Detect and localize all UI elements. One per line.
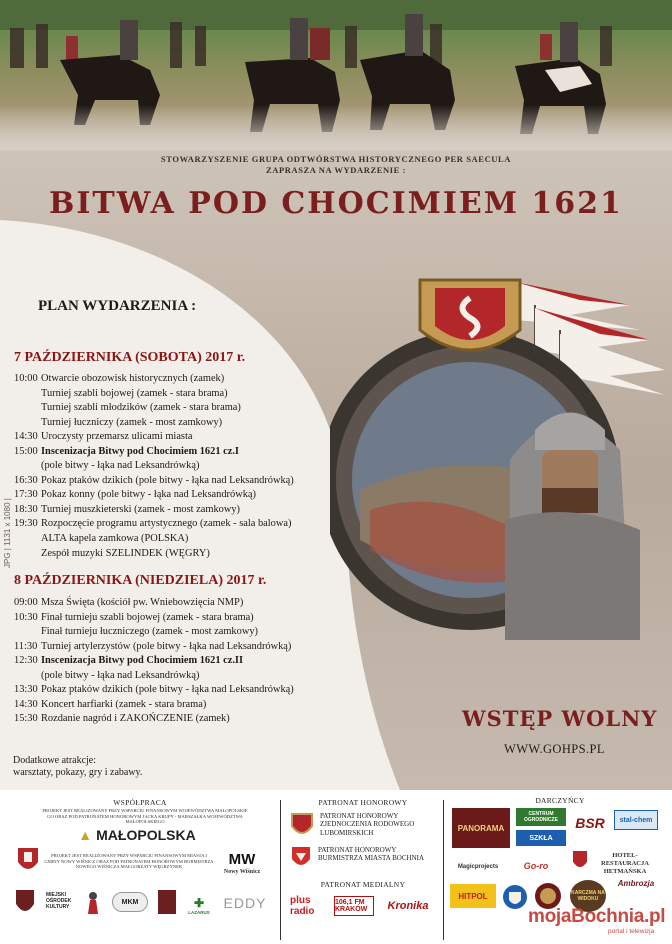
event-time: 18:30 <box>14 503 38 515</box>
event-row <box>14 445 344 460</box>
event-description: (pole bitwy - łąka nad Leksandrówką) <box>41 460 200 472</box>
event-row <box>14 596 344 611</box>
nowy-wisnicz-logo-icon: MW <box>228 850 256 868</box>
event-description: ALTA kapela zamkowa (POLSKA) <box>41 533 189 545</box>
day1-event-list <box>14 372 344 561</box>
knight-emblem <box>330 260 670 660</box>
szkla-logo: SZKŁA <box>516 830 566 846</box>
lazarus-logo: ✚ LAZARUS <box>188 895 210 915</box>
cooperation-note-2: PROJEKT JEST REALIZOWANY PRZY WSPARCIU FINANSOWYM MIASTA I GMINY NOWY WIŚNICZ ORAZ POD PATRONATEM HONOROWYM BURMISTRZA NOWEGO WIŚNICZA MAŁGORZATY WĘGRZYNEK <box>44 853 214 870</box>
event-row <box>14 625 344 640</box>
bochnia-town-crest-icon <box>290 845 312 871</box>
event-time: 12:30 <box>14 655 38 667</box>
invitation-line: ZAPRASZA NA WYDARZENIE : <box>265 165 407 175</box>
hetmanska-logo: HOTEL-RESTAURACJA HETMAŃSKA <box>601 852 649 875</box>
event-time <box>14 669 41 684</box>
event-row <box>14 517 344 532</box>
magicprojects-logo: Magicprojects <box>457 864 499 870</box>
event-time: 14:30 <box>14 431 38 443</box>
panorama-logo: PANORAMA <box>452 808 510 848</box>
event-time <box>14 459 41 474</box>
event-description: Rozdanie nagród i ZAKOŃCZENIE (zamek) <box>41 713 230 725</box>
event-description: Turniej muszkieterski (zamek - most zamkowy) <box>41 503 241 515</box>
cooperation-note-1: PROJEKT JEST REALIZOWANY PRZY WSPARCIU FINANSOWYM WOJEWÓDZTWA MAŁOPOLSKIE GO ORAZ POD PATRONATEM HONOROWYM JACKA KRUPY - MARSZAŁKA WOJEWÓDZTWA MAŁOPOLSKIEGO <box>42 808 248 825</box>
event-description: Turniej artylerzystów (pole bitwy - łąka nad Leksandrówką) <box>41 640 292 652</box>
donor-crest-icon <box>502 882 528 912</box>
event-time <box>14 401 41 416</box>
eddy-logo: EDDY <box>223 895 267 911</box>
event-row <box>14 698 344 713</box>
event-row <box>14 532 344 547</box>
plan-heading: PLAN WYDARZENIA : <box>38 298 197 314</box>
malopolska-logo: ▲ MAŁOPOLSKA <box>78 827 196 843</box>
watermark-logo: mojaBochnia.pl <box>528 906 666 927</box>
event-description: Finał turnieju szabli bojowej (zamek - stara brama) <box>41 611 254 623</box>
divider-right <box>443 800 444 940</box>
day2-heading: 8 PAŹDZIERNIKA (NIEDZIELA) 2017 r. <box>14 573 267 588</box>
watermark-subtitle: portal i telewizja <box>608 928 655 935</box>
event-description: Inscenizacja Bitwy pod Chocimiem 1621 cz.II <box>41 655 244 667</box>
extras-text: warsztaty, pokazy, gry i zabawy. <box>13 767 143 778</box>
honorary-patron-2: PATRONAT HONOROWY BURMISTRZA MIASTA BOCHNIA <box>318 846 425 863</box>
event-description: Msza Święta (kościół pw. Wniebowzięcia NMP) <box>41 597 244 608</box>
bochnia-crest-icon <box>16 846 40 876</box>
event-description: Turniej szabli bojowej (zamek - stara brama) <box>41 387 228 399</box>
event-time: 17:30 <box>14 489 38 501</box>
event-time: 16:30 <box>14 474 38 486</box>
event-row <box>14 640 344 655</box>
event-description: Zespół muzyki SZELINDEK (WĘGRY) <box>41 547 210 559</box>
event-time: 10:00 <box>14 373 38 384</box>
event-description: Otwarcie obozowisk historycznych (zamek) <box>41 373 225 384</box>
event-description: Turniej łuczniczy (zamek - most zamkowy) <box>41 416 223 428</box>
go-ro-logo: Go-ro <box>523 861 549 871</box>
plus-radio-logo: plus radio <box>290 895 315 917</box>
extras-title: Dodatkowe atrakcje: <box>13 755 97 766</box>
event-row <box>14 503 344 518</box>
organizer-line: STOWARZYSZENIE GRUPA ODTWÓRSTWA HISTORYCZNEGO PER SAECULA <box>160 154 512 164</box>
event-time <box>14 532 41 547</box>
divider-left <box>280 800 281 940</box>
event-description: Pokaz ptaków dzikich (pole bitwy - łąka nad Leksandrówką) <box>41 684 294 696</box>
centrum-ogrodnicze-logo: CENTRUM OGRODNICZE <box>516 808 566 826</box>
event-row <box>14 683 344 698</box>
event-time: 09:00 <box>14 597 38 608</box>
hero-battle-photo <box>0 0 672 150</box>
side-stamp <box>2 450 12 570</box>
nowy-wisnicz-label: Nowy Wiśnicz <box>223 869 261 875</box>
event-description: Koncert harfiarki (zamek - stara brama) <box>41 698 207 710</box>
honorary-patron-1: PATRONAT HONOROWY ZJEDNOCZENIA RODOWEGO LUBOMIRSKICH <box>320 812 415 837</box>
event-description: Turniej szabli młodzików (zamek - stara brama) <box>41 402 241 414</box>
event-time <box>14 547 41 562</box>
event-row <box>14 654 344 669</box>
event-row <box>14 416 344 431</box>
event-row <box>14 372 344 387</box>
event-row <box>14 712 344 727</box>
lubomirski-crest-icon <box>290 812 314 840</box>
event-time: 11:30 <box>14 640 38 652</box>
event-row <box>14 459 344 474</box>
donors-title: DARCZYŃCY <box>535 796 585 805</box>
event-description: Rozpoczęcie programu artystycznego (zamek - sala balowa) <box>41 518 292 530</box>
mkm-logo: MKM <box>112 892 148 912</box>
event-row <box>14 669 344 684</box>
malopolska-mark-icon: ▲ <box>78 827 93 843</box>
event-time: 14:30 <box>14 698 38 710</box>
event-time: 15:30 <box>14 713 38 725</box>
bsr-logo: BSR <box>575 815 605 831</box>
event-row <box>14 611 344 626</box>
event-row <box>14 401 344 416</box>
event-time: 13:30 <box>14 684 38 696</box>
honorary-patronage-title: PATRONAT HONOROWY <box>318 798 408 807</box>
knight-figure <box>505 413 640 641</box>
event-row <box>14 488 344 503</box>
event-description: Inscenizacja Bitwy pod Chocimiem 1621 cz.I <box>41 445 239 457</box>
cross-icon: ✚ <box>193 895 205 910</box>
event-time <box>14 416 41 431</box>
event-time: 15:00 <box>14 445 38 457</box>
website-link[interactable]: WWW.GOHPS.PL <box>504 742 605 756</box>
event-description: Pokaz konny (pole bitwy - łąka nad Leksandrówką) <box>41 489 256 501</box>
event-time: 19:30 <box>14 518 38 530</box>
event-title: BITWA POD CHOCIMIEM 1621 <box>49 186 623 221</box>
day1-heading: 7 PAŹDZIERNIKA (SOBOTA) 2017 r. <box>14 350 246 365</box>
event-description: Pokaz ptaków dzikich (pole bitwy - łąka nad Leksandrówką) <box>41 474 294 486</box>
crest-small-icon <box>14 888 36 918</box>
media-patronage-title: PATRONAT MEDIALNY <box>320 880 406 889</box>
ambrozja-logo: Ambrozja <box>617 878 655 888</box>
stal-chem-logo: stal-chem <box>614 810 658 830</box>
event-time: 10:30 <box>14 611 38 623</box>
side-stamp-text: JPG | 1131 x 1080 | <box>3 498 12 568</box>
coat-of-arms-icon <box>420 280 520 350</box>
cooperation-title: WSPÓŁPRACA <box>113 798 167 807</box>
hero-fade <box>0 105 672 150</box>
karczma-logo: KARCZMA NA WIDOKU <box>570 880 606 912</box>
heraldic-logo-icon <box>158 890 176 914</box>
knight-small-icon <box>84 890 102 916</box>
event-description: Uroczysty przemarsz ulicami miasta <box>41 431 193 443</box>
hetmanska-crest-icon <box>572 850 588 872</box>
radio-krakow-logo: 106,1 FM KRAKÓW <box>334 896 374 916</box>
event-row <box>14 547 344 562</box>
moK-logo: MIEJSKI OŚRODEK KULTURY <box>46 892 72 910</box>
event-description: (pole bitwy - łąka nad Leksandrówką) <box>41 669 200 681</box>
event-time <box>14 387 41 402</box>
free-entry-text: WSTĘP WOLNY <box>462 706 658 731</box>
day2-event-list <box>14 596 344 727</box>
kronika-logo: Kronika <box>387 900 429 912</box>
event-row <box>14 387 344 402</box>
event-time <box>14 625 41 640</box>
event-row <box>14 474 344 489</box>
hitpol-logo: HITPOL <box>450 884 496 908</box>
event-description: Finał turnieju łuczniczego (zamek - most zamkowy) <box>41 626 258 638</box>
event-row <box>14 430 344 445</box>
